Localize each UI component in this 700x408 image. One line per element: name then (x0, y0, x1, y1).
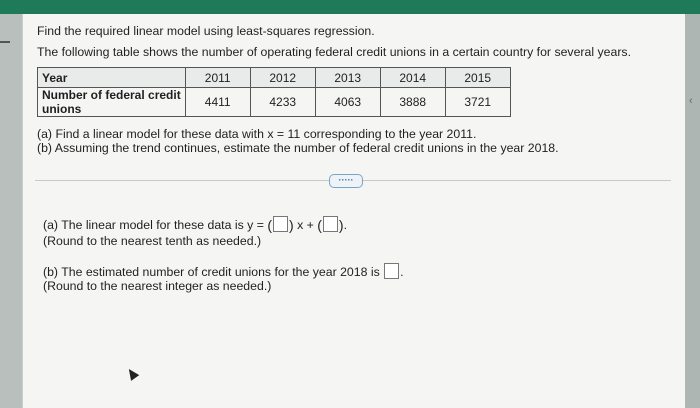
table-cell: 2015 (445, 68, 510, 88)
table-row (38, 88, 511, 117)
question-instruction: Find the required linear model using least-squares regression. (37, 24, 375, 38)
table-header-unions-line2: unions (42, 102, 82, 116)
paren-left-icon: ( (317, 217, 322, 233)
answer-a-suffix: . (343, 218, 348, 232)
question-description: The following table shows the number of operating federal credit unions in a certain country for several years. (37, 45, 631, 59)
answer-a-line (43, 216, 347, 233)
table-cell: 4411 (185, 88, 250, 117)
paren-right-icon: ) (338, 217, 344, 233)
table-cell: 4063 (315, 88, 380, 117)
table-cell: 2011 (185, 68, 250, 88)
answer-a-middle: x + (297, 218, 314, 232)
table-cell: 2012 (250, 68, 315, 88)
answer-a-prefix: (a) The linear model for these data is y = (43, 218, 264, 232)
paren-left-icon: ( (267, 217, 272, 233)
right-scroll-area[interactable] (684, 14, 700, 408)
intercept-input[interactable] (323, 216, 338, 232)
table-cell: 3888 (380, 88, 445, 117)
table-cell: 2013 (315, 68, 380, 88)
table-header-unions (38, 88, 186, 117)
answer-a-note: (Round to the nearest tenth as needed.) (43, 234, 262, 248)
slope-input[interactable] (273, 216, 288, 232)
table-header-year: Year (38, 68, 186, 88)
part-b-prompt: (b) Assuming the trend continues, estimate the number of federal credit unions in the year 2018. (37, 141, 559, 155)
top-bar (0, 0, 700, 14)
table-header-unions-line1: Number of federal credit (42, 88, 181, 102)
answer-b-suffix: . (400, 265, 404, 279)
collapse-dash-icon[interactable] (0, 41, 10, 43)
question-panel (22, 14, 685, 408)
answer-b-line (43, 263, 404, 279)
estimate-input[interactable] (384, 263, 399, 279)
left-margin (0, 14, 22, 408)
mouse-pointer-icon (125, 366, 140, 381)
paren-right-icon: ) (288, 217, 294, 233)
more-options-button[interactable]: ····· (329, 174, 363, 188)
answer-b-prefix: (b) The estimated number of credit unions for the year 2018 is (43, 265, 380, 279)
answer-b-note: (Round to the nearest integer as needed.) (43, 279, 272, 293)
table-cell: 2014 (380, 68, 445, 88)
table-row (38, 68, 511, 88)
data-table (37, 67, 511, 117)
part-a-prompt: (a) Find a linear model for these data with x = 11 corresponding to the year 2011. (37, 127, 477, 141)
table-cell: 3721 (445, 88, 510, 117)
chevron-left-icon[interactable]: ‹ (689, 95, 693, 107)
table-cell: 4233 (250, 88, 315, 117)
